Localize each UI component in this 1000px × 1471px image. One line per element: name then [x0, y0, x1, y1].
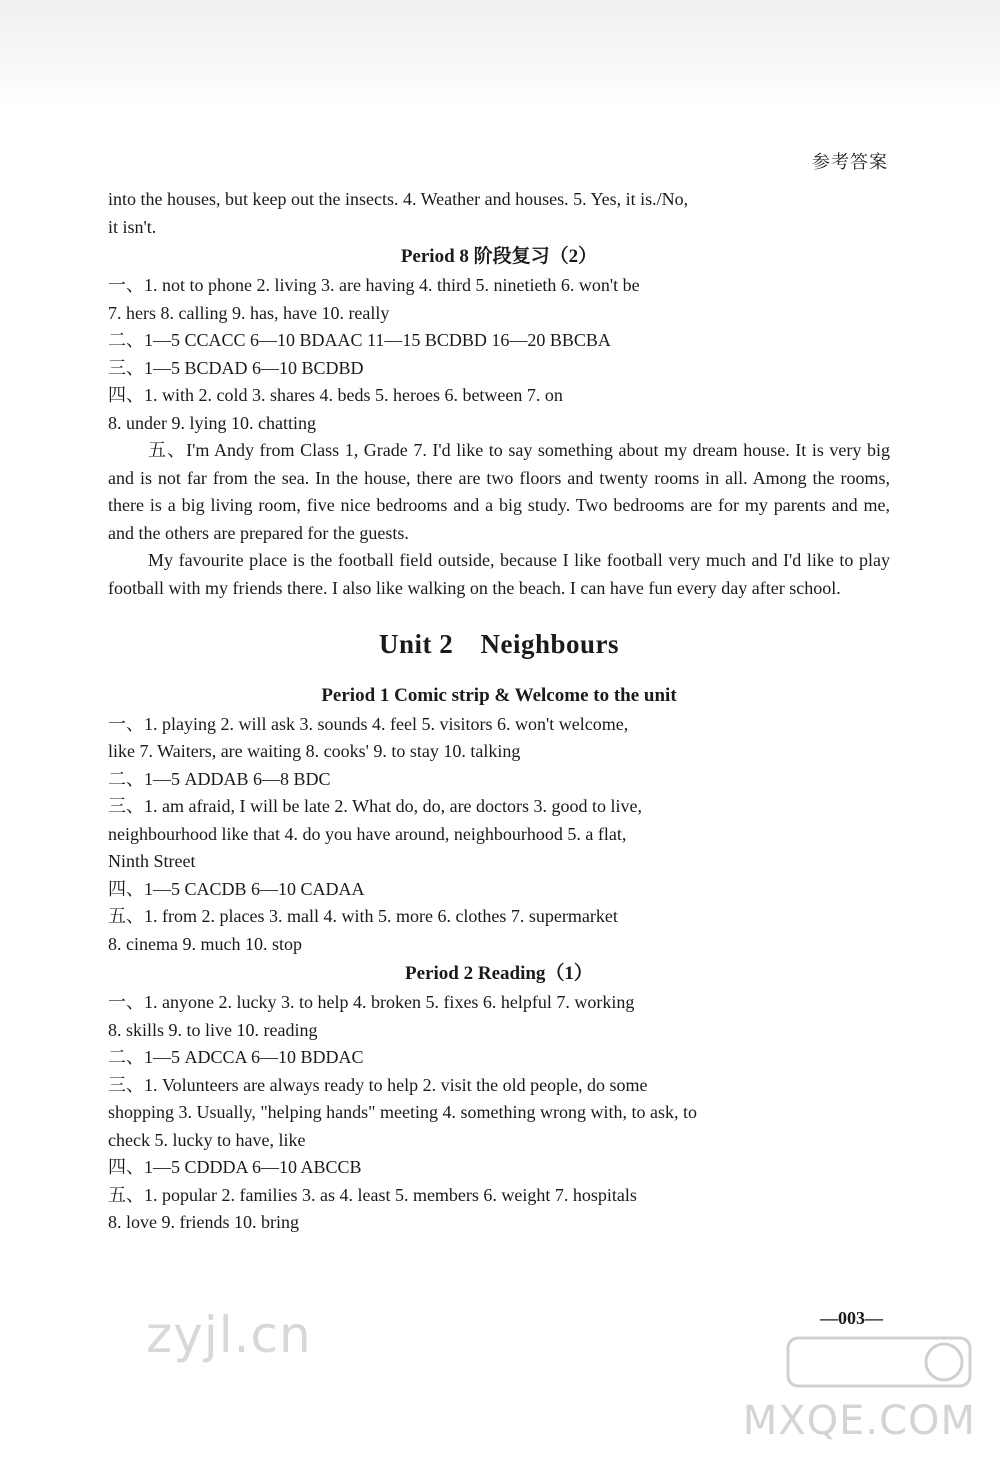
- period2-line: 8. skills 9. to live 10. reading: [108, 1019, 318, 1040]
- period1-line: 8. cinema 9. much 10. stop: [108, 933, 302, 954]
- period2-line: 五、1. popular 2. families 3. as 4. least 5. members 6. weight 7. hospitals: [108, 1184, 637, 1205]
- period1-line: neighbourhood like that 4. do you have around, neighbourhood 5. a flat,: [108, 823, 627, 844]
- page-number: —003—: [820, 1308, 883, 1328]
- unit-name: Neighbours: [480, 628, 620, 659]
- period2-line: shopping 3. Usually, "helping hands" meeting 4. something wrong with, to ask, to: [108, 1102, 697, 1123]
- period1-line: 三、1. am afraid, I will be late 2. What do, do, are doctors 3. good to live,: [108, 796, 643, 817]
- period2-heading: Period 2 Reading（1）: [405, 963, 593, 985]
- period1-line: 二、1—5 ADDAB 6—8 BDC: [108, 768, 331, 789]
- period2-line: 三、1. Volunteers are always ready to help 2. visit the old people, do some: [108, 1074, 648, 1095]
- continuation-line-1: into the houses, but keep out the insects. 4. Weather and houses. 5. Yes, it is./No,: [108, 189, 689, 209]
- answer-content: [108, 186, 890, 1237]
- period2-line: 一、1. anyone 2. lucky 3. to help 4. broken 5. fixes 6. helpful 7. working: [108, 992, 635, 1013]
- period8-line: 7. hers 8. calling 9. has, have 10. really: [108, 302, 390, 323]
- period2-line: check 5. lucky to have, like: [108, 1129, 306, 1150]
- period1-line: 一、1. playing 2. will ask 3. sounds 4. feel 5. visitors 6. won't welcome,: [108, 713, 629, 734]
- essay-paragraph-2: My favourite place is the football field outside, because I like football very much and I'd like to play football with my friends there. I also like walking on the beach. I can have fun every day after school.: [108, 550, 890, 598]
- period8-heading: Period 8 阶段复习（2）: [400, 246, 598, 267]
- essay-paragraph-1: 五、I'm Andy from Class 1, Grade 7. I'd like to say something about my dream house. It is very big and is not far from the sea. In the house, there are two floors and twenty rooms in all. Among the rooms, there is a big living room, five nice bedrooms and a big study. Two bedrooms are for my parents and me, and the others are prepared for the guests.: [108, 440, 890, 543]
- period1-heading: Period 1 Comic strip & Welcome to the unit: [321, 684, 677, 706]
- unit-number: Unit 2: [378, 628, 454, 659]
- continuation-line-2: it isn't.: [108, 216, 157, 237]
- period8-line: 一、1. not to phone 2. living 3. are having 4. third 5. ninetieth 6. won't be: [108, 275, 640, 295]
- period8-line: 四、1. with 2. cold 3. shares 4. beds 5. heroes 6. between 7. on: [108, 385, 563, 405]
- watermark-logo: [784, 1332, 974, 1392]
- period1-line: Ninth Street: [108, 851, 196, 872]
- period2-line: 四、1—5 CDDDA 6—10 ABCCB: [108, 1157, 362, 1178]
- period1-line: 四、1—5 CACDB 6—10 CADAA: [108, 878, 365, 899]
- watermark-left: zyjl.cn: [146, 1306, 312, 1364]
- watermark-right: MXQE.COM: [742, 1398, 976, 1444]
- period8-line: 三、1—5 BCDAD 6—10 BCDBD: [108, 357, 364, 378]
- unit-title: [108, 629, 890, 660]
- header-label: 参考答案: [812, 152, 888, 173]
- period2-line: 二、1—5 ADCCA 6—10 BDDAC: [108, 1047, 364, 1068]
- period8-line: 8. under 9. lying 10. chatting: [108, 412, 316, 433]
- period2-line: 8. love 9. friends 10. bring: [108, 1212, 299, 1233]
- period8-line: 二、1—5 CCACC 6—10 BDAAC 11—15 BCDBD 16—20 BBCBA: [108, 330, 611, 350]
- scan-shadow: [0, 0, 1000, 110]
- period1-line: like 7. Waiters, are waiting 8. cooks' 9. to stay 10. talking: [108, 741, 521, 762]
- period1-line: 五、1. from 2. places 3. mall 4. with 5. more 6. clothes 7. supermarket: [108, 906, 618, 927]
